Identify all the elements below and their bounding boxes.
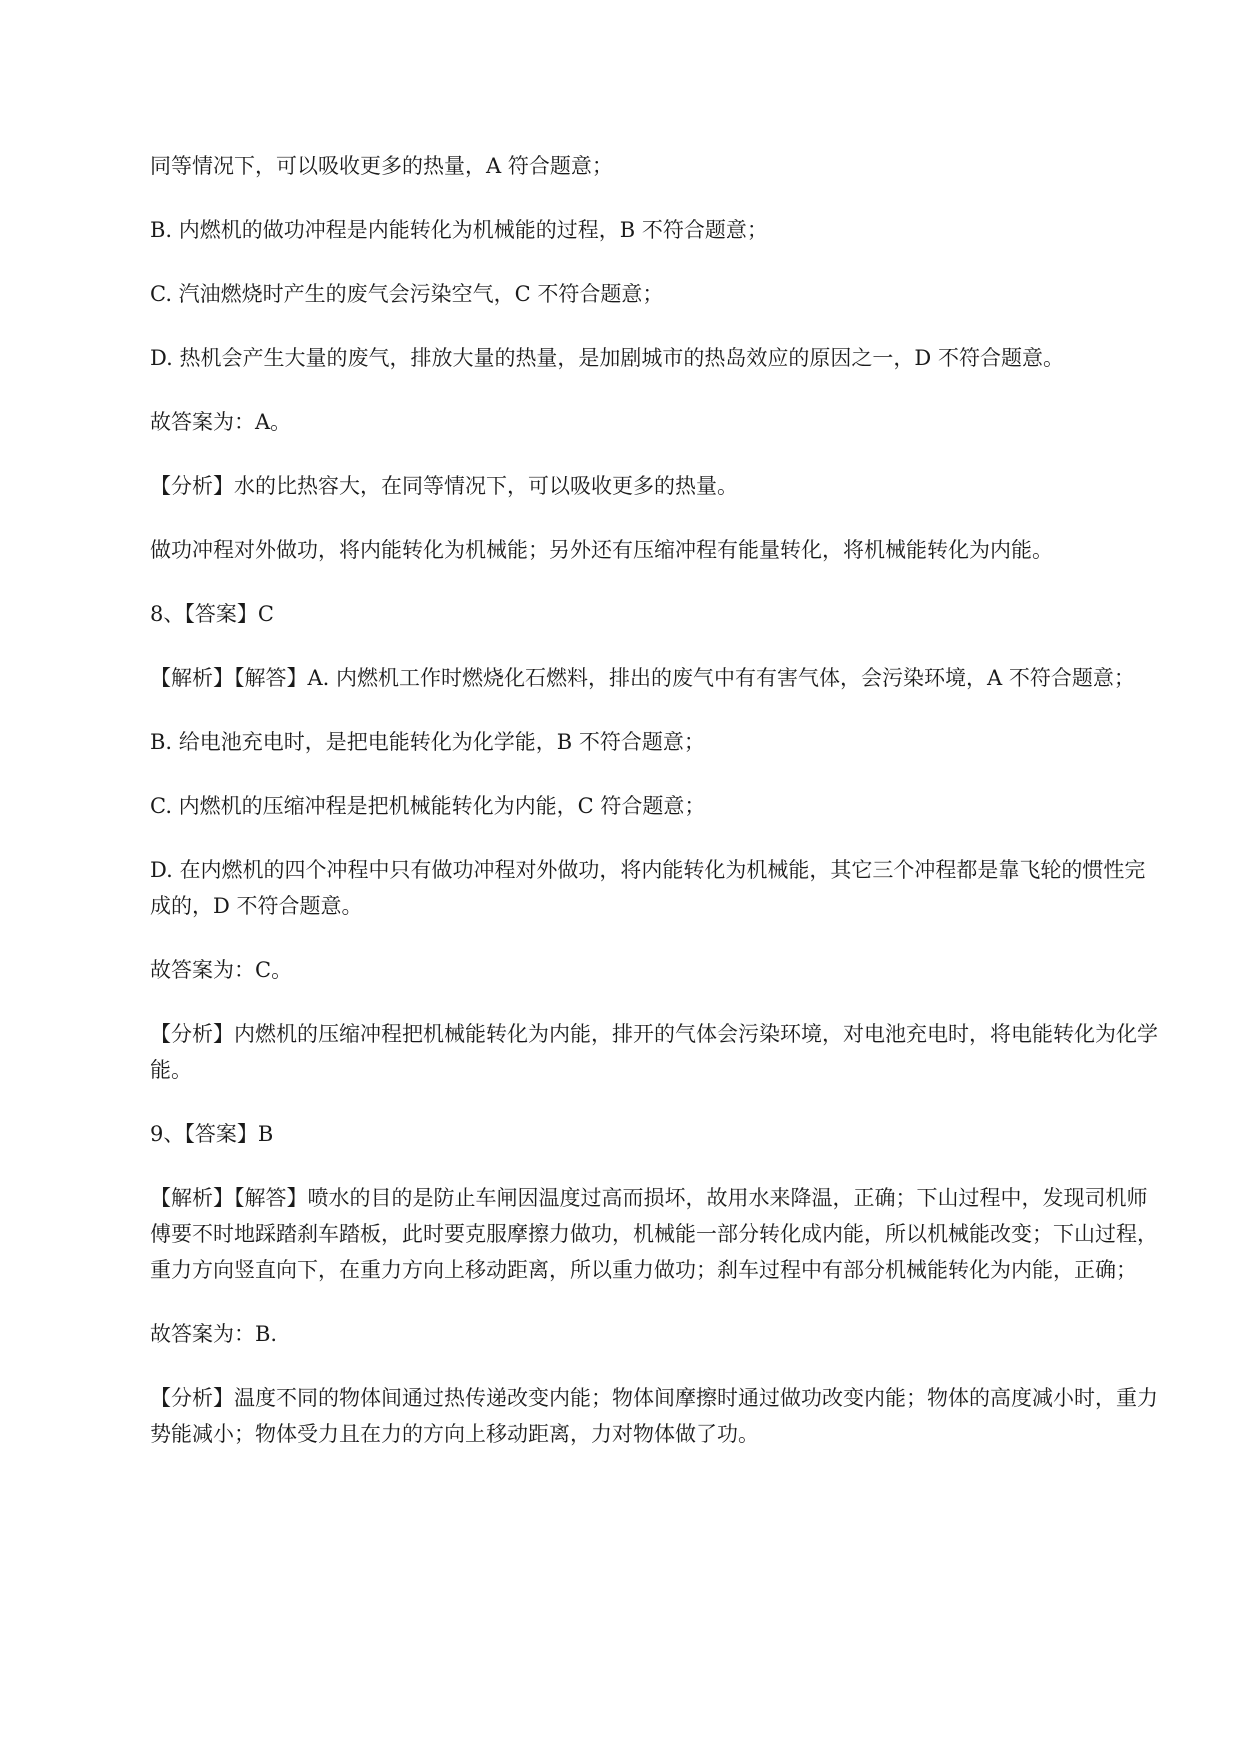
paragraph-answer-a: 故答案为：A。 [150, 410, 292, 434]
paragraph-option-c: C. 汽油燃烧时产生的废气会污染空气，C 不符合题意； [150, 282, 664, 306]
paragraph-q8-analysis: 【分析】内燃机的压缩冲程把机械能转化为内能，排开的气体会污染环境，对电池充电时，将电能转化为化学能。 [150, 1022, 1158, 1082]
document-page [150, 148, 1160, 1452]
paragraph-q8-option-c: C. 内燃机的压缩冲程是把机械能转化为内能，C 符合题意； [150, 794, 706, 818]
paragraph-option-b: B. 内燃机的做功冲程是内能转化为机械能的过程，B 不符合题意； [150, 218, 768, 242]
paragraph-q8-answer-c: 故答案为：C。 [150, 958, 293, 982]
paragraph-question-9-answer: 9、【答案】B [150, 1122, 274, 1146]
paragraph-q8-option-a: 【解析】【解答】A. 内燃机工作时燃烧化石燃料，排出的废气中有有害气体，会污染环境，A 不符合题意； [150, 666, 1135, 690]
paragraph-option-d: D. 热机会产生大量的废气，排放大量的热量，是加剧城市的热岛效应的原因之一，D 不符合题意。 [150, 346, 1064, 370]
paragraph-question-8-answer: 8、【答案】C [150, 602, 274, 626]
paragraph-q8-option-b: B. 给电池充电时，是把电能转化为化学能，B 不符合题意； [150, 730, 705, 754]
paragraph-q8-option-d: D. 在内燃机的四个冲程中只有做功冲程对外做功，将内能转化为机械能，其它三个冲程都是靠飞轮的惯性完成的，D 不符合题意。 [150, 858, 1146, 918]
paragraph-analysis: 【分析】水的比热容大，在同等情况下，可以吸收更多的热量。 [150, 474, 738, 498]
paragraph-q9-answer-b: 故答案为：B. [150, 1322, 278, 1346]
paragraph-q9-explanation: 【解析】【解答】喷水的目的是防止车闸因温度过高而损坏，故用水来降温，正确；下山过程中，发现司机师傅要不时地踩踏刹车踏板，此时要克服摩擦力做功，机械能一部分转化成内能，所以机械能改变；下山过程，重力方向竖直向下，在重力方向上移动距离，所以重力做功；刹车过程中有部分机械能转化为内能，正确； [150, 1186, 1158, 1282]
paragraph-a-conclusion: 同等情况下，可以吸收更多的热量，A 符合题意； [150, 154, 613, 178]
paragraph-analysis-continued: 做功冲程对外做功，将内能转化为机械能；另外还有压缩冲程有能量转化，将机械能转化为内能。 [150, 538, 1053, 562]
paragraph-q9-analysis: 【分析】温度不同的物体间通过热传递改变内能；物体间摩擦时通过做功改变内能；物体的高度减小时，重力势能减小；物体受力且在力的方向上移动距离，力对物体做了功。 [150, 1386, 1158, 1446]
